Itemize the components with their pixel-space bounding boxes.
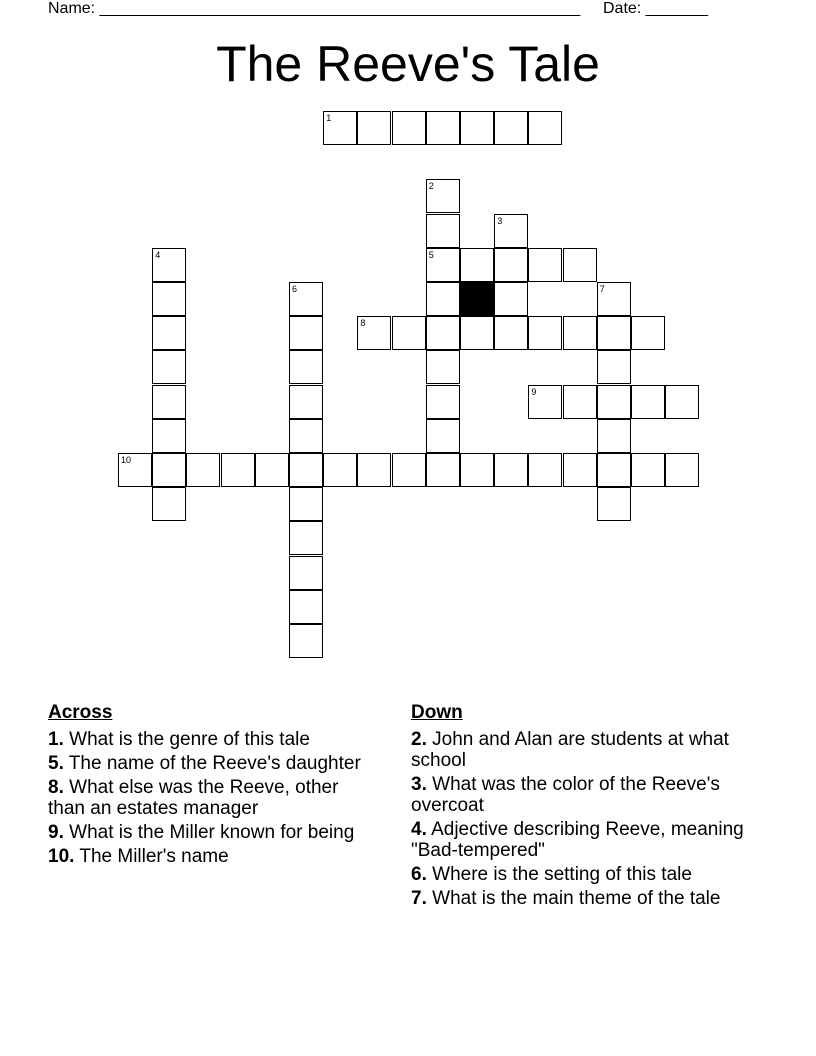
crossword-cell[interactable] <box>289 385 323 419</box>
clue-number-label: 4 <box>155 249 161 260</box>
clue-text: The Miller's name <box>74 846 229 867</box>
crossword-cell[interactable] <box>563 385 597 419</box>
crossword-cell[interactable] <box>426 179 460 213</box>
crossword-cell[interactable] <box>152 282 186 316</box>
crossword-cell[interactable] <box>528 385 562 419</box>
crossword-cell[interactable] <box>289 282 323 316</box>
crossword-cell[interactable] <box>528 248 562 282</box>
name-blank[interactable]: ______________________________________________________ <box>99 0 581 17</box>
clue-number: 2. <box>411 729 427 750</box>
crossword-cell[interactable] <box>528 316 562 350</box>
crossword-cell[interactable] <box>152 385 186 419</box>
crossword-cell[interactable] <box>289 590 323 624</box>
crossword-cell[interactable] <box>357 316 391 350</box>
down-clue <box>411 774 751 816</box>
crossword-cell[interactable] <box>494 282 528 316</box>
crossword-cell[interactable] <box>289 453 323 487</box>
date-blank[interactable]: _______ <box>645 0 708 17</box>
crossword-block <box>460 282 494 316</box>
crossword-cell[interactable] <box>357 111 391 145</box>
date-label: Date: <box>603 0 642 17</box>
crossword-cell[interactable] <box>289 487 323 521</box>
clue-number: 9. <box>48 822 64 843</box>
crossword-cell[interactable] <box>255 453 289 487</box>
crossword-cell[interactable] <box>392 453 426 487</box>
crossword-cell[interactable] <box>426 316 460 350</box>
clue-text: Where is the setting of this tale <box>426 864 692 885</box>
crossword-cell[interactable] <box>221 453 255 487</box>
down-clues <box>411 702 751 912</box>
crossword-cell[interactable] <box>597 282 631 316</box>
clue-number-label: 8 <box>360 318 366 329</box>
down-clue <box>411 864 751 885</box>
crossword-cell[interactable] <box>426 419 460 453</box>
crossword-cell[interactable] <box>563 453 597 487</box>
crossword-cell[interactable] <box>426 214 460 248</box>
crossword-cell[interactable] <box>597 419 631 453</box>
across-clue <box>48 822 368 843</box>
clue-number: 7. <box>411 888 427 909</box>
crossword-cell[interactable] <box>460 248 494 282</box>
crossword-cell[interactable] <box>186 453 220 487</box>
crossword-cell[interactable] <box>597 316 631 350</box>
clue-number-label: 10 <box>121 455 132 465</box>
crossword-cell[interactable] <box>563 248 597 282</box>
crossword-cell[interactable] <box>152 419 186 453</box>
crossword-cell[interactable] <box>152 350 186 384</box>
across-clues <box>48 702 368 870</box>
crossword-cell[interactable] <box>528 453 562 487</box>
crossword-cell[interactable] <box>563 316 597 350</box>
clue-number-label: 6 <box>292 284 298 294</box>
across-clue <box>48 846 368 867</box>
clue-text: Adjective describing Reeve, meaning "Bad-tempered" <box>411 819 744 861</box>
crossword-cell[interactable] <box>152 487 186 521</box>
clue-number: 3. <box>411 774 427 795</box>
clue-text: What is the genre of this tale <box>63 729 310 750</box>
clue-number: 6. <box>411 864 427 885</box>
across-clue <box>48 777 368 819</box>
clue-number-label: 9 <box>531 386 537 397</box>
clue-number: 8. <box>48 777 64 798</box>
crossword-cell[interactable] <box>426 111 460 145</box>
crossword-cell[interactable] <box>494 316 528 350</box>
down-clue <box>411 819 751 861</box>
crossword-cell[interactable] <box>460 111 494 145</box>
clue-text: The name of the Reeve's daughter <box>63 753 361 774</box>
crossword-cell[interactable] <box>289 521 323 555</box>
crossword-cell[interactable] <box>289 624 323 658</box>
clue-text: What else was the Reeve, other than an estates manager <box>48 777 339 819</box>
across-clue <box>48 729 368 750</box>
clue-number-label: 3 <box>497 215 503 226</box>
crossword-cell[interactable] <box>426 350 460 384</box>
clue-text: What was the color of the Reeve's overcoat <box>411 774 720 816</box>
down-clue <box>411 729 751 771</box>
crossword-cell[interactable] <box>631 316 665 350</box>
down-heading: Down <box>411 702 463 723</box>
clue-number-label: 5 <box>428 249 434 260</box>
crossword-cell[interactable] <box>118 453 152 487</box>
name-label: Name: <box>48 0 96 17</box>
crossword-cell[interactable] <box>357 453 391 487</box>
crossword-cell[interactable] <box>597 350 631 384</box>
clue-number-label: 1 <box>326 113 332 123</box>
clue-number: 4. <box>411 819 427 840</box>
crossword-cell[interactable] <box>494 214 528 248</box>
crossword-cell[interactable] <box>392 111 426 145</box>
crossword-cell[interactable] <box>392 316 426 350</box>
clue-text: What is the Miller known for being <box>63 822 355 843</box>
page-title: The Reeve's Tale <box>216 36 600 92</box>
crossword-cell[interactable] <box>289 350 323 384</box>
clue-number-label: 7 <box>599 284 605 294</box>
crossword-cell[interactable] <box>323 453 357 487</box>
crossword-cell[interactable] <box>426 385 460 419</box>
crossword-cell[interactable] <box>426 453 460 487</box>
crossword-cell[interactable] <box>426 282 460 316</box>
crossword-cell[interactable] <box>494 111 528 145</box>
clue-number-label: 2 <box>428 181 434 192</box>
crossword-cell[interactable] <box>494 453 528 487</box>
clue-number: 1. <box>48 729 64 750</box>
crossword-cell[interactable] <box>631 453 665 487</box>
crossword-cell[interactable] <box>152 453 186 487</box>
crossword-cell[interactable] <box>631 385 665 419</box>
across-heading: Across <box>48 702 113 723</box>
crossword-cell[interactable] <box>289 316 323 350</box>
crossword-cell[interactable] <box>597 385 631 419</box>
crossword-cell[interactable] <box>528 111 562 145</box>
crossword-cell[interactable] <box>152 248 186 282</box>
down-clue <box>411 888 751 909</box>
crossword-cell[interactable] <box>494 248 528 282</box>
crossword-cell[interactable] <box>460 316 494 350</box>
crossword-cell[interactable] <box>323 111 357 145</box>
crossword-cell[interactable] <box>597 453 631 487</box>
crossword-cell[interactable] <box>426 248 460 282</box>
crossword-cell[interactable] <box>665 453 699 487</box>
clue-number: 10. <box>48 846 75 867</box>
clue-text: What is the main theme of the tale <box>426 888 721 909</box>
crossword-cell[interactable] <box>289 419 323 453</box>
clue-number: 5. <box>48 753 64 774</box>
crossword-cell[interactable] <box>289 556 323 590</box>
clue-text: John and Alan are students at what school <box>411 729 729 771</box>
crossword-cell[interactable] <box>665 385 699 419</box>
across-clue <box>48 753 368 774</box>
crossword-cell[interactable] <box>597 487 631 521</box>
crossword-cell[interactable] <box>460 453 494 487</box>
crossword-cell[interactable] <box>152 316 186 350</box>
